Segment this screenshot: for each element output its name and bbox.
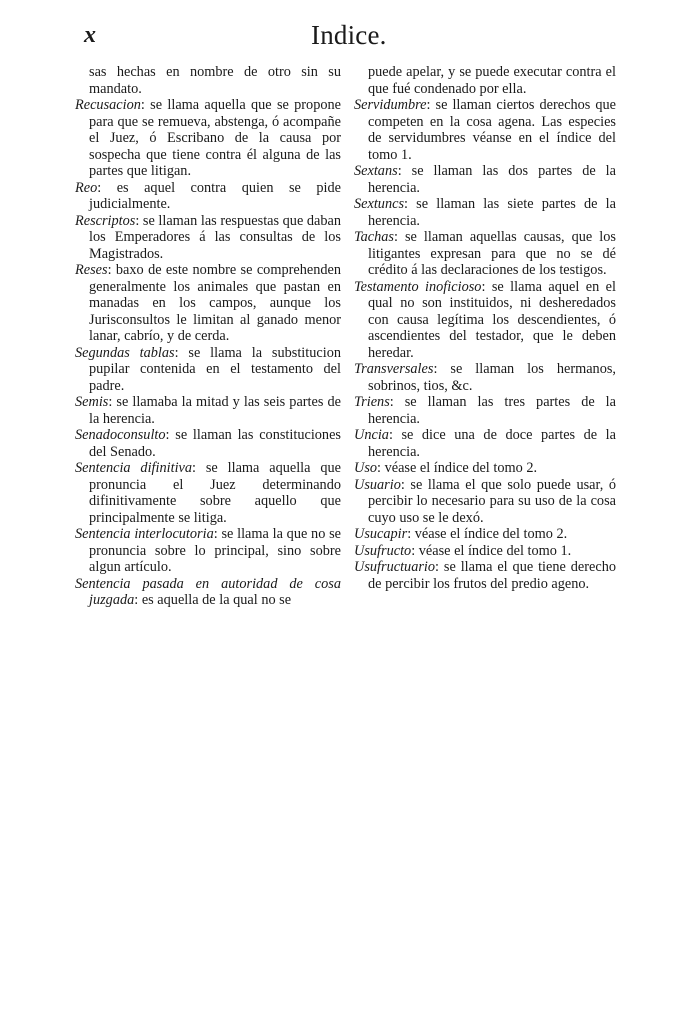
index-entry — [75, 460, 341, 526]
entry-text: : es aquella de la qual no se — [134, 592, 292, 608]
index-entry — [354, 460, 616, 477]
entry-term: Segundas tablas — [75, 344, 175, 361]
entry-text: : baxo de este nombre se comprehenden generalmente los animales que pastan en manadas en los campos, aunque los Jurisconsultos le limitan al ganado menor lanar, cabrío, y de cerda. — [89, 262, 341, 344]
entry-text: : se dice una de doce partes de la herencia. — [368, 427, 616, 460]
left-column — [75, 64, 341, 609]
index-entry — [75, 262, 341, 345]
entry-text: : se llaman las constituciones del Senado. — [89, 427, 341, 460]
entry-text: sas hechas en nombre de otro sin su mandato. — [89, 64, 341, 97]
entry-term: Transversales — [354, 361, 434, 377]
entry-term: Usuario — [354, 476, 401, 493]
entry-term: Servidumbre — [354, 97, 427, 113]
index-entry — [354, 97, 616, 163]
index-entry — [354, 279, 616, 362]
entry-text: : se llaman las siete partes de la herencia. — [368, 196, 616, 229]
entry-term: Rescriptos — [75, 212, 136, 229]
entry-term: Uso — [354, 460, 378, 476]
entry-text: : se llaman las tres partes de la herencia. — [368, 394, 616, 427]
entry-term: Testamento inoficioso — [354, 278, 482, 295]
entry-term: Recusacion — [75, 97, 141, 113]
index-entry — [75, 526, 341, 576]
entry-text: : se llaman los hermanos, sobrinos, tios, &c. — [368, 361, 616, 394]
entry-text: : véase el índice del tomo 2. — [377, 460, 538, 476]
index-entry — [354, 196, 616, 229]
entry-text: : se llama aquella que se propone para que se remueva, abstenga, ó acompañe el Juez, ó Escribano de la causa por sospecha que tiene contra él alguna de las partes que litigan. — [89, 97, 341, 179]
entry-text: : véase el índice del tomo 2. — [407, 526, 568, 542]
index-entry — [354, 163, 616, 196]
entry-text: : se llaman las dos partes de la herencia. — [368, 163, 616, 196]
entry-text: : se llaman aquellas causas, que los litigantes expresan para que no se dé crédito á las declaraciones de los testigos. — [368, 229, 616, 278]
entry-term: Sextans — [354, 163, 398, 179]
entry-term: Uncia — [354, 427, 389, 443]
index-entry — [354, 394, 616, 427]
index-entry — [75, 576, 341, 609]
index-entry — [354, 526, 616, 543]
index-entry — [75, 97, 341, 180]
index-entry — [354, 477, 616, 527]
page-number: x — [84, 22, 96, 48]
entry-term: Senadoconsulto — [75, 427, 166, 443]
entry-text: : se llama el que tiene derecho de percibir los frutos del predio ageno. — [368, 559, 616, 592]
entry-text: : se llama aquel en el qual no son instituidos, ni desheredados con causa legítima los descendientes, ó ascendientes del testador, que le deben heredar. — [368, 278, 617, 361]
entry-text: : se llama el que solo puede usar, ó percibir lo necesario para su uso de la cosa cuyo uso se le dexó. — [368, 476, 616, 526]
index-entry — [354, 427, 616, 460]
entry-text: : se llaman las respuestas que daban los Emperadores á las consultas de los Magistrados. — [89, 212, 342, 262]
entry-text: : es aquel contra quien se pide judicialmente. — [89, 179, 341, 212]
entry-term: Triens — [354, 394, 390, 410]
index-entry — [354, 361, 616, 394]
entry-term: Sentencia pasada en autoridad de cosa juzgada — [75, 575, 341, 608]
entry-term: Usucapir — [354, 526, 408, 542]
running-head-title: Indice. — [311, 20, 387, 50]
entry-term: Sentencia difinitiva — [75, 460, 193, 476]
index-entry — [354, 543, 616, 560]
index-entry — [75, 64, 341, 97]
right-column — [354, 64, 616, 592]
entry-term: Reo — [75, 179, 98, 196]
entry-term: Tachas — [354, 229, 394, 245]
index-entry — [75, 180, 341, 213]
index-entry — [75, 394, 341, 427]
entry-text: : se llaman ciertos derechos que competen en la cosa agena. Las especies de servidumbres véanse en el índice del tomo 1. — [368, 97, 616, 163]
entry-term: Sentencia interlocutoria — [75, 526, 214, 542]
index-entry — [75, 213, 341, 263]
entry-text: : véase el índice del tomo 1. — [411, 542, 572, 559]
index-entry — [354, 229, 616, 279]
index-entry — [354, 64, 616, 97]
entry-text: : se llamaba la mitad y las seis partes de la herencia. — [89, 394, 341, 427]
index-entry — [75, 345, 341, 395]
index-entry — [75, 427, 341, 460]
entry-text: : se llama aquella que pronuncia el Juez determinando difinitivamente sobre aquello que principalmente se litiga. — [89, 460, 341, 526]
entry-text: : se llama la substitucion pupilar contenida en el testamento del padre. — [89, 344, 342, 394]
entry-term: Semis — [75, 394, 109, 410]
entry-text: : se llama la que no se pronuncia sobre lo principal, sino sobre algun artículo. — [89, 526, 342, 575]
entry-text: puede apelar, y se puede executar contra el que fué condenado por ella. — [368, 64, 616, 97]
index-entry — [354, 559, 616, 592]
entry-term: Reses — [75, 262, 108, 278]
entry-term: Sextuncs — [354, 196, 405, 212]
entry-term: Usufructuario — [354, 559, 436, 575]
entry-term: Usufructo — [354, 542, 412, 559]
